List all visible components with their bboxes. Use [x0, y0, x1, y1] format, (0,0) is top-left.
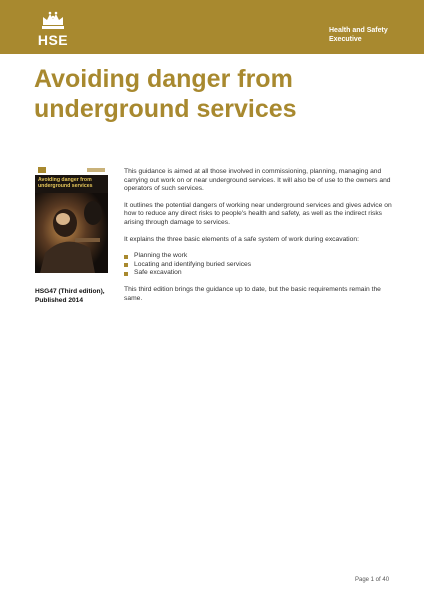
bullet-item: [124, 261, 394, 270]
crown-icon: [34, 9, 72, 31]
cover-title: [38, 177, 106, 189]
document-title-line2: underground services: [34, 95, 297, 123]
page-number: Page 1 of 40: [355, 577, 390, 583]
org-name: [329, 26, 419, 44]
cover-title-line2: underground services: [38, 183, 93, 189]
paragraph-1: This guidance is aimed at all those involved in commissioning, planning, managing and carrying out work on or near underground services. It will also be of use to the owners and operators of such services.: [124, 168, 391, 193]
bullet-square-icon: [124, 272, 128, 276]
bullet-list: [124, 252, 394, 278]
paragraph-4: This third edition brings the guidance up to date, but the basic requirements remain the same.: [124, 285, 381, 302]
document-title: [34, 64, 394, 124]
cover-thumbnail: [35, 165, 108, 273]
caption-published: Published 2014: [35, 297, 84, 304]
hse-logo-text: HSE: [37, 32, 69, 48]
bullet-item: [124, 269, 394, 278]
cover-logo-icon: [38, 167, 46, 173]
document-title-line1: Avoiding danger from: [34, 65, 293, 93]
cover-org-mark: [87, 168, 105, 172]
paragraph-2: It outlines the potential dangers of working near underground services and gives advice on how to reduce any direct risks to people's health and safety, as well as the indirect risks arising through damage to services.: [124, 201, 392, 226]
bullet-square-icon: [124, 263, 128, 267]
header-bar: [0, 0, 424, 54]
hse-logo: [34, 9, 72, 47]
bullet-text: Planning the work: [134, 252, 188, 260]
bullet-square-icon: [124, 255, 128, 259]
org-name-line2: Executive: [329, 36, 362, 43]
cover-photo: [35, 193, 108, 273]
cover-title-line1: Avoiding danger from: [38, 177, 92, 183]
bullet-text: Locating and identifying buried services: [134, 260, 252, 268]
publication-caption: [35, 287, 115, 305]
bullet-item: [124, 252, 394, 261]
org-name-line1: Health and Safety: [329, 27, 388, 34]
caption-edition: HSG47 (Third edition),: [35, 288, 105, 295]
paragraph-3: It explains the three basic elements of a safe system of work during excavation:: [124, 235, 359, 243]
body-text: [124, 168, 394, 311]
bullet-text: Safe excavation: [134, 269, 182, 277]
